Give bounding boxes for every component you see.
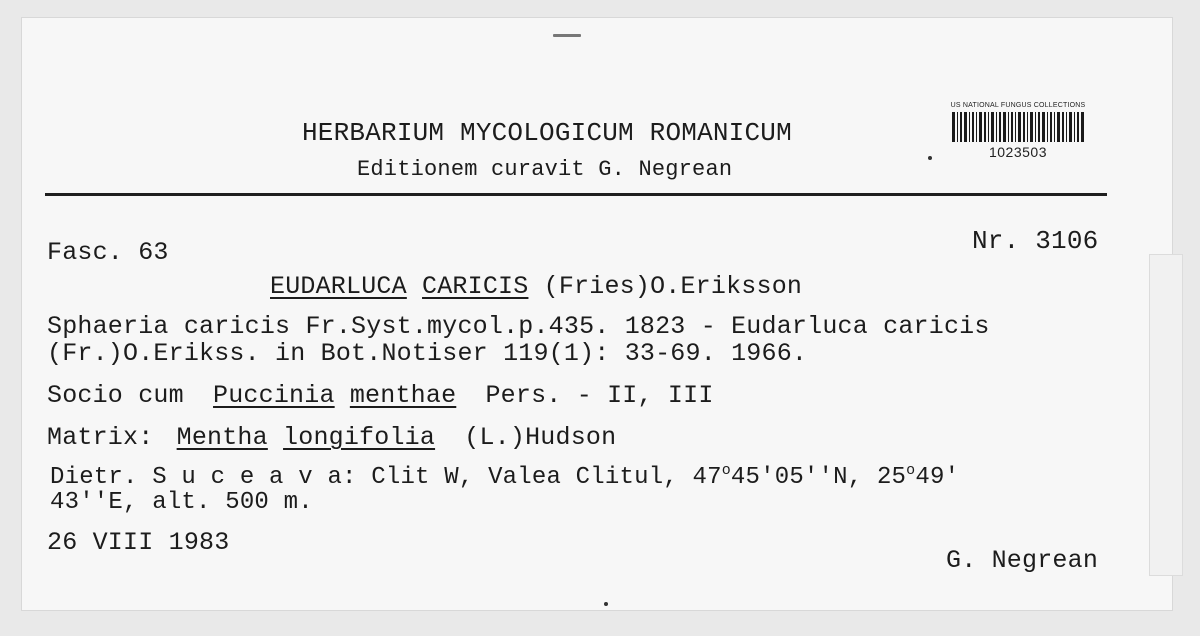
locality-line-1 [50,462,959,491]
socio-suffix: Pers. - II, III [485,381,714,410]
matrix-prefix: Matrix: [47,423,154,452]
socio-prefix: Socio cum [47,381,184,410]
locality-lat: 45'05''N, 25 [730,464,907,491]
species-name [270,272,802,301]
barcode-label [950,102,1086,160]
matrix-genus: Mentha [176,423,268,452]
matrix-epithet: longifolia [283,423,436,452]
socio-epithet: menthae [349,381,457,410]
species-genus: EUDARLUCA [270,272,407,301]
collection-date: 26 VIII 1983 [47,528,230,557]
barcode-icon [950,111,1086,143]
collector-name: G. Negrean [946,546,1099,575]
barcode-collection-name: US NATIONAL FUNGUS COLLECTIONS [950,102,1086,109]
degree-sign: o [721,462,731,479]
locality-prefix: Dietr. S u c e a v a: Clit W, Valea Clitul, 47 [50,464,722,491]
matrix-line [47,423,616,452]
degree-sign: o [906,462,916,479]
locality-lon: 49' [915,464,960,491]
matrix-author: (L.)Hudson [464,423,617,452]
fascicle-number: Fasc. 63 [47,238,169,267]
synonymy-line-1: Sphaeria caricis Fr.Syst.mycol.p.435. 1823 - Eudarluca caricis [47,312,990,341]
herbarium-title: HERBARIUM MYCOLOGICUM ROMANICUM [302,118,792,148]
synonymy-line-2: (Fr.)O.Erikss. in Bot.Notiser 119(1): 33-69. 1966. [47,339,808,368]
locality-line-2: 43''E, alt. 500 m. [50,489,313,516]
stray-mark [928,156,932,160]
barcode-number: 1023503 [988,144,1047,160]
stray-mark [553,34,581,37]
exsiccata-number: Nr. 3106 [972,226,1099,256]
divider-rule [45,193,1107,196]
species-author: (Fries)O.Eriksson [543,272,803,301]
stray-mark [604,602,608,606]
socio-line [47,381,714,410]
underlying-sheet-edge [1150,255,1182,575]
species-epithet: CARICIS [422,272,529,301]
socio-genus: Puccinia [213,381,335,410]
editor-line: Editionem curavit G. Negrean [357,157,733,182]
